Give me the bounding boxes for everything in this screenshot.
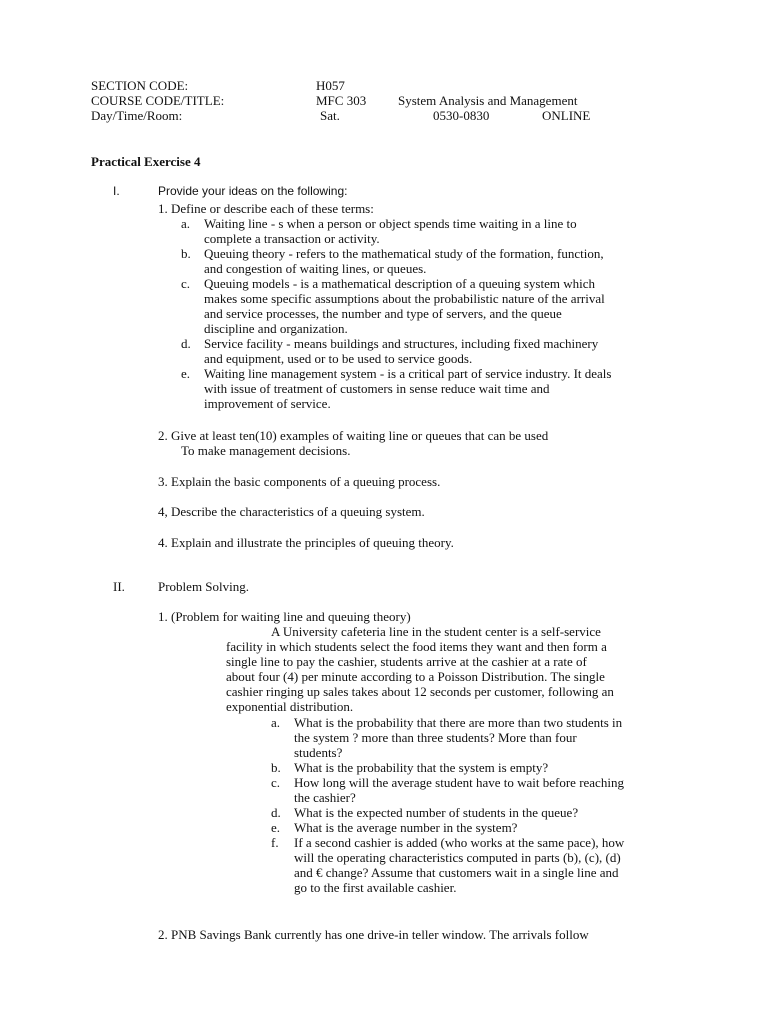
term-line: complete a transaction or activity. — [204, 231, 380, 246]
course-label: COURSE CODE/TITLE: — [91, 93, 225, 108]
term-letter: d. — [181, 336, 191, 351]
room-value: ONLINE — [542, 108, 591, 123]
question-2: 2. Give at least ten(10) examples of waiting line or queues that can be used — [158, 428, 549, 443]
problem-1-line: about four (4) per minute according to a Poisson Distribution. The single — [226, 669, 605, 684]
term-line: discipline and organization. — [204, 321, 348, 336]
part1-heading: Provide your ideas on the following: — [158, 184, 348, 198]
problem-1-heading: 1. (Problem for waiting line and queuing theory) — [158, 609, 411, 624]
problem-item-line: students? — [294, 745, 343, 760]
problem-item-line: go to the first available cashier. — [294, 880, 457, 895]
term-line: Waiting line management system - is a critical part of service industry. It deals — [204, 366, 612, 381]
dtr-label: Day/Time/Room: — [91, 108, 183, 123]
problem-item-letter: f. — [271, 835, 279, 850]
problem-1-line: exponential distribution. — [226, 699, 354, 714]
exercise-title: Practical Exercise 4 — [91, 154, 201, 169]
problem-1-line: A University cafeteria line in the student center is a self-service — [271, 624, 601, 639]
question-1: 1. Define or describe each of these terms: — [158, 201, 374, 216]
problem-item-line: What is the probability that there are more than two students in — [294, 715, 623, 730]
day-value: Sat. — [320, 108, 340, 123]
problem-item-line: If a second cashier is added (who works at the same pace), how — [294, 835, 625, 850]
problem-1-line: facility in which students select the food items they want and then form a — [226, 639, 607, 654]
problem-1-line: single line to pay the cashier, students arrive at the cashier at a rate of — [226, 654, 587, 669]
problem-2: 2. PNB Savings Bank currently has one drive-in teller window. The arrivals follow — [158, 927, 589, 942]
problem-item-line: How long will the average student have to wait before reaching — [294, 775, 624, 790]
term-line: with issue of treatment of customers in sense reduce wait time and — [204, 381, 550, 396]
term-line: and equipment, used or to be used to service goods. — [204, 351, 473, 366]
problem-item-line: What is the average number in the system? — [294, 820, 518, 835]
question-3: 3. Explain the basic components of a queuing process. — [158, 474, 441, 489]
problem-item-line: What is the probability that the system is empty? — [294, 760, 549, 775]
term-line: improvement of service. — [204, 396, 331, 411]
term-letter: e. — [181, 366, 191, 381]
problem-1-line: cashier ringing up sales takes about 12 seconds per customer, following an — [226, 684, 614, 699]
problem-item-line: will the operating characteristics computed in parts (b), (c), (d) — [294, 850, 621, 865]
problem-item-letter: b. — [271, 760, 281, 775]
term-line: makes some specific assumptions about the probabilistic nature of the arrival — [204, 291, 605, 306]
day-time-room-row — [91, 108, 691, 123]
problem-item-letter: c. — [271, 775, 281, 790]
problem-item-letter: e. — [271, 820, 281, 835]
term-line: and congestion of waiting lines, or queues. — [204, 261, 427, 276]
course-row — [91, 93, 691, 108]
question-2-cont: To make management decisions. — [181, 443, 351, 458]
section-value: H057 — [316, 78, 345, 93]
section-row — [91, 78, 691, 93]
term-line: Queuing models - is a mathematical description of a queuing system which — [204, 276, 595, 291]
part2-heading: Problem Solving. — [158, 579, 250, 594]
problem-item-letter: a. — [271, 715, 281, 730]
problem-item-line: the system ? more than three students? More than four — [294, 730, 577, 745]
time-value: 0530-0830 — [433, 108, 490, 123]
term-letter: c. — [181, 276, 191, 291]
problem-item-letter: d. — [271, 805, 281, 820]
problem-item-line: the cashier? — [294, 790, 356, 805]
term-line: Queuing theory - refers to the mathematical study of the formation, function, — [204, 246, 604, 261]
term-line: and service processes, the number and type of servers, and the queue — [204, 306, 562, 321]
question-4b: 4. Explain and illustrate the principles of queuing theory. — [158, 535, 454, 550]
term-line: Waiting line - s when a person or object spends time waiting in a line to — [204, 216, 577, 231]
problem-item-line: What is the expected number of students in the queue? — [294, 805, 579, 820]
course-code: MFC 303 — [316, 93, 367, 108]
question-4a: 4, Describe the characteristics of a queuing system. — [158, 504, 425, 519]
term-line: Service facility - means buildings and structures, including fixed machinery — [204, 336, 599, 351]
part2-numeral: II. — [113, 579, 125, 594]
section-label: SECTION CODE: — [91, 78, 189, 93]
term-letter: a. — [181, 216, 191, 231]
problem-item-line: and € change? Assume that customers wait in a single line and — [294, 865, 619, 880]
course-title: System Analysis and Management — [398, 93, 578, 108]
part1-numeral: I. — [113, 184, 120, 198]
term-letter: b. — [181, 246, 191, 261]
course-header — [91, 78, 691, 123]
